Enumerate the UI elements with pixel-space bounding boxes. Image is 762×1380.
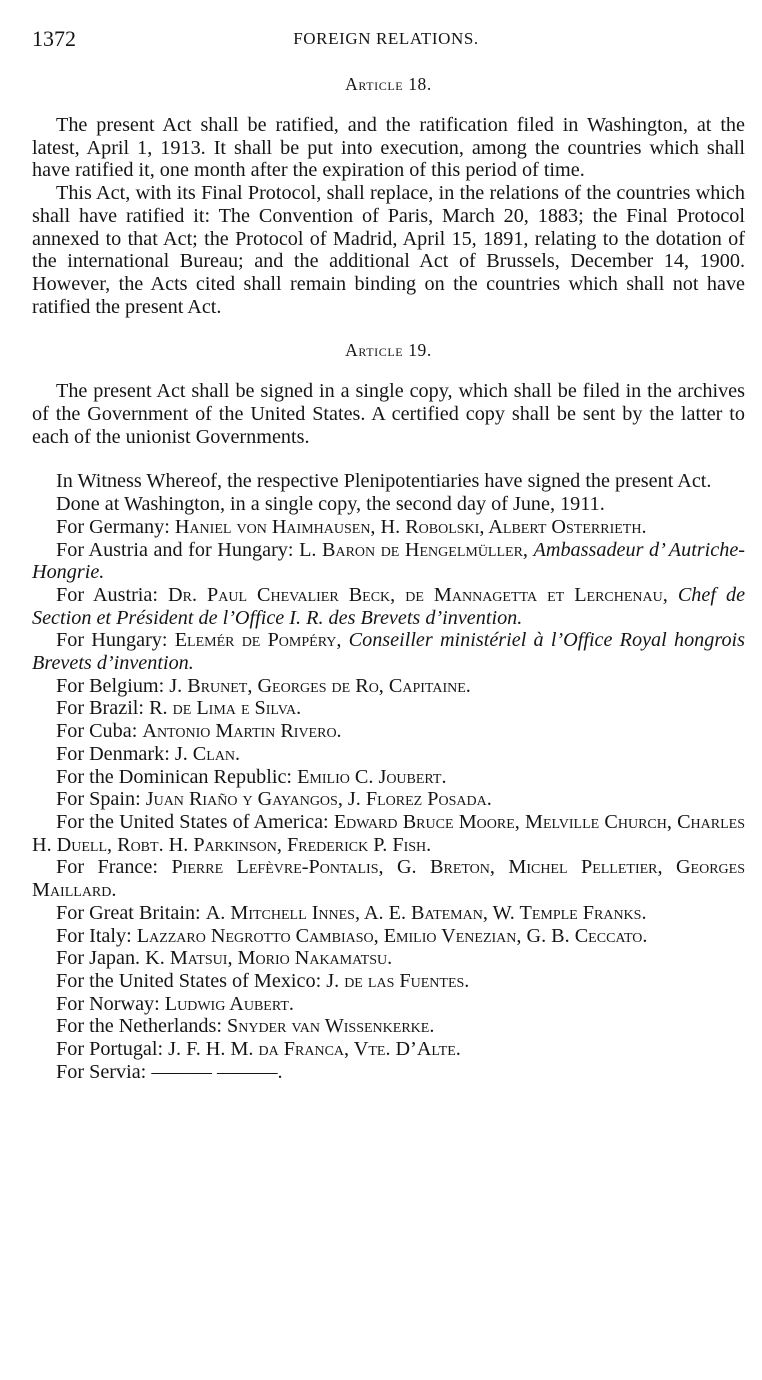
signatory-names: Juan Riaño y Gayangos, J. Florez Posada.	[145, 788, 492, 811]
signatory-entry	[32, 856, 745, 901]
signatory-entry	[32, 993, 745, 1016]
signatory-country: For Denmark:	[56, 742, 170, 765]
signatory-country: For Austria:	[56, 583, 158, 606]
signatory-names: Elemér de Pompéry,	[174, 629, 342, 652]
signatory-names: Pierre Lefèvre-Pontalis, G. Breton, Michel Pelletier, Georges Maillard.	[32, 856, 746, 902]
signatory-country: For Portugal:	[56, 1038, 164, 1061]
signatory-title: Ambassadeur d’ Autriche-Hongrie.	[32, 538, 746, 584]
signatory-entry	[32, 1061, 745, 1084]
signatory-country: For Hungary:	[56, 629, 168, 652]
signatory-country: For France:	[56, 856, 159, 879]
signatory-entry	[32, 1015, 745, 1038]
signatory-entry	[32, 970, 745, 993]
signatory-names: Antonio Martin Rivero.	[142, 720, 342, 743]
signatory-entry	[32, 766, 745, 789]
signatory-names: K. Matsui, Morio Nakamatsu.	[145, 947, 393, 970]
signatory-country: For the United States of Mexico:	[56, 969, 322, 992]
signatory-country: For the United States of America:	[56, 810, 329, 833]
signatory-entry	[32, 788, 745, 811]
signatory-names: Snyder van Wissenkerke.	[227, 1015, 435, 1038]
witness-clause: In Witness Whereof, the respective Plenipotentiaries have signed the present Act.	[56, 470, 712, 493]
signatory-names: ——— ———.	[151, 1060, 283, 1083]
signatory-entry	[32, 743, 745, 766]
signatory-entry	[32, 584, 745, 629]
signatory-names: Edward Bruce Moore, Melville Church, Charles H. Duell, Robt. H. Parkinson, Frederick P. Fish.	[32, 810, 746, 856]
signatory-names: J. Clan.	[174, 742, 241, 765]
signatory-entry	[32, 697, 745, 720]
signatory-country: For Spain:	[56, 788, 141, 811]
page-number: 1372	[32, 26, 76, 51]
signatory-country: For Servia:	[56, 1060, 147, 1083]
signatory-title: Chef de Section et Président de l’Office I. R. des Brevets d’invention.	[32, 583, 746, 629]
article-18-paragraph-1: The present Act shall be ratified, and the ratification filed in Washington, at the latest, April 1, 1913. It shall be put into execution, among the countries which shall have ratified it, one month after the expiration of this period of time.	[32, 114, 745, 182]
signatory-country: For Italy:	[56, 924, 132, 947]
running-title: FOREIGN RELATIONS.	[293, 29, 479, 48]
signatory-country: For Japan.	[56, 947, 141, 970]
signatory-names: J. F. H. M. da Franca, Vte. D’Alte.	[168, 1038, 461, 1061]
signatory-entry	[32, 925, 745, 948]
signatory-entry	[32, 902, 745, 925]
signatory-entry	[32, 720, 745, 743]
signatories-list	[32, 516, 745, 1084]
signatory-names: Dr. Paul Chevalier Beck, de Mannagetta et Lerchenau,	[168, 583, 668, 606]
signatory-entry	[32, 516, 745, 539]
signatory-entry	[32, 1038, 745, 1061]
signatory-entry	[32, 629, 745, 674]
signatory-names: R. de Lima e Silva.	[149, 697, 302, 720]
signatory-names: L. Baron de Hengelmüller,	[299, 538, 528, 561]
signatory-title: Conseiller ministériel à l’Office Royal hongrois Brevets d’invention.	[32, 629, 746, 675]
document-body	[32, 72, 745, 1083]
signatory-names: Emilio C. Joubert.	[297, 765, 447, 788]
page-header	[32, 26, 740, 56]
signatory-country: For Austria and for Hungary:	[56, 538, 294, 561]
signatory-entry	[32, 539, 745, 584]
signatory-names: J. Brunet, Georges de Ro, Capitaine.	[169, 674, 471, 697]
done-at-clause: Done at Washington, in a single copy, the second day of June, 1911.	[56, 493, 605, 516]
signatory-entry	[32, 947, 745, 970]
signatory-entry	[32, 675, 745, 698]
signatory-country: For Great Britain:	[56, 901, 201, 924]
signatory-names: Lazzaro Negrotto Cambiaso, Emilio Venezian, G. B. Ceccato.	[136, 924, 648, 947]
article-18-heading: Article 18.	[345, 74, 432, 94]
signatory-entry	[32, 811, 745, 856]
signatory-names: Haniel von Haimhausen, H. Robolski, Albert Osterrieth.	[174, 515, 647, 538]
signatory-country: For Norway:	[56, 992, 160, 1015]
signatory-names: J. de las Fuentes.	[326, 969, 470, 992]
signatory-country: For the Netherlands:	[56, 1015, 222, 1038]
signatory-names: A. Mitchell Innes, A. E. Bateman, W. Temple Franks.	[205, 901, 647, 924]
article-19-paragraph-1: The present Act shall be signed in a single copy, which shall be filed in the archives of the Government of the United States. A certified copy shall be sent by the latter to each of the unionist Governments.	[32, 380, 745, 448]
signatory-country: For Germany:	[56, 515, 170, 538]
article-18-paragraph-2: This Act, with its Final Protocol, shall replace, in the relations of the countries which shall have ratified it: The Convention of Paris, March 20, 1883; the Final Protocol annexed to that Act; the Protocol of Madrid, April 15, 1891, relating to the dotation of the international Bureau; and the additional Act of Brussels, December 14, 1900. However, the Acts cited shall remain binding on the countries which shall not have ratified the present Act.	[32, 182, 745, 318]
signatory-names: Ludwig Aubert.	[164, 992, 294, 1015]
article-19-heading: Article 19.	[345, 340, 432, 361]
signatory-country: For Brazil:	[56, 697, 145, 720]
signatory-country: For Belgium:	[56, 674, 165, 697]
signatory-country: For the Dominican Republic:	[56, 765, 293, 788]
signatory-country: For Cuba:	[56, 720, 138, 743]
